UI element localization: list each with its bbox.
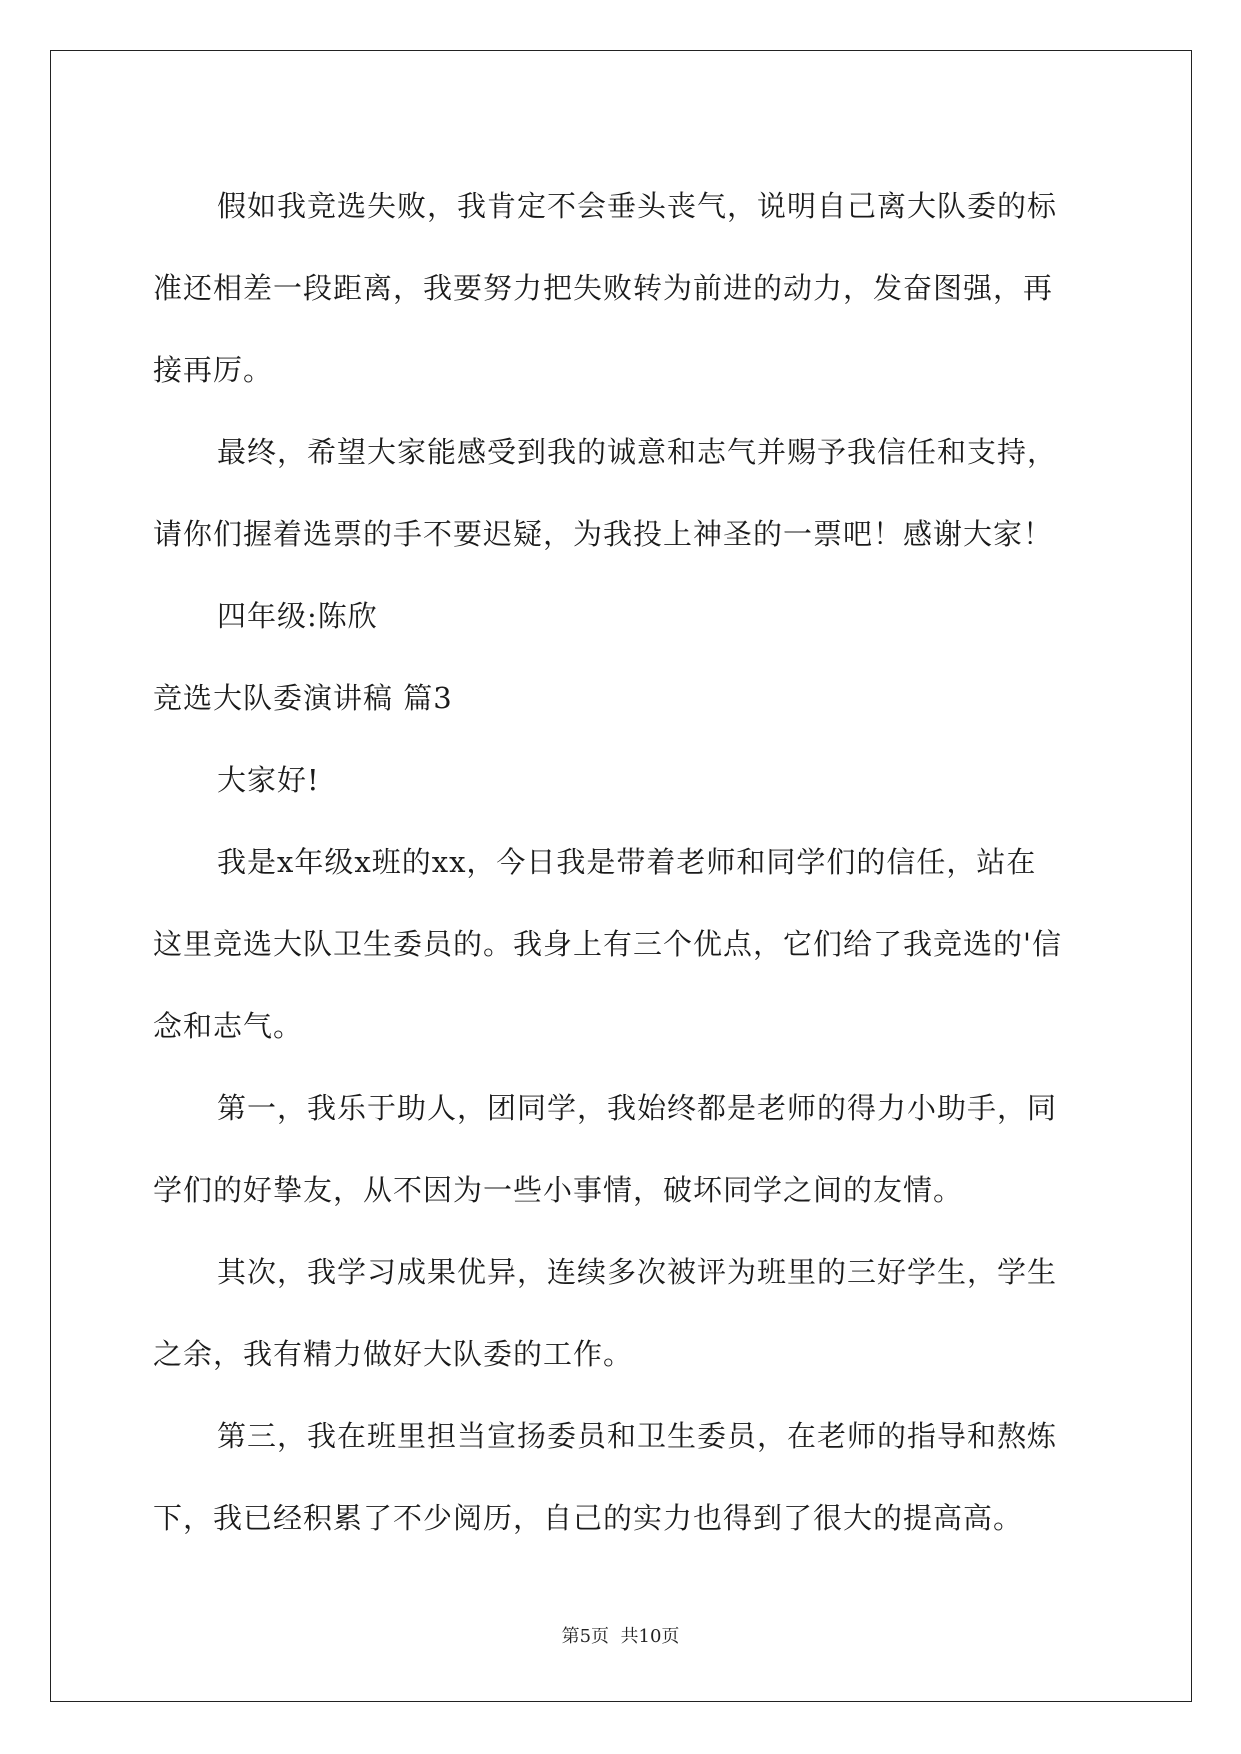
paragraph — [153, 575, 1093, 657]
text-line: 这里竞选大队卫生委员的。我身上有三个优点，它们给了我竞选的'信 — [153, 927, 1062, 961]
text-line: 念和志气。 — [153, 1009, 304, 1043]
paragraph — [153, 1395, 1093, 1559]
section-heading: 竞选大队委演讲稿 篇3 — [153, 681, 453, 715]
text-line: 之余，我有精力做好大队委的工作。 — [153, 1337, 634, 1371]
text-line: 请你们握着选票的手不要迟疑，为我投上神圣的一票吧！感谢大家！ — [153, 517, 1054, 551]
paragraph — [153, 165, 1093, 411]
text-line: 准还相差一段距离，我要努力把失败转为前进的动力，发奋图强，再 — [153, 271, 1054, 305]
paragraph — [153, 1067, 1093, 1231]
paragraph — [153, 821, 1093, 1067]
text-line: 假如我竞选失败，我肯定不会垂头丧气，说明自己离大队委的标 — [217, 189, 1058, 223]
text-line: 我是x年级x班的xx，今日我是带着老师和同学们的信任，站在 — [217, 845, 1037, 879]
text-line: 下，我已经积累了不少阅历，自己的实力也得到了很大的提高高。 — [153, 1501, 1024, 1535]
signature-line: 四年级:陈欣 — [217, 599, 378, 633]
paragraph — [153, 1231, 1093, 1395]
text-line: 其次，我学习成果优异，连续多次被评为班里的三好学生，学生 — [217, 1255, 1058, 1289]
text-line: 接再厉。 — [153, 353, 274, 387]
page-number-footer: 第5页 共10页 — [561, 1626, 680, 1647]
text-line: 学们的好挚友，从不因为一些小事情，破坏同学之间的友情。 — [153, 1173, 964, 1207]
text-line: 第三，我在班里担当宣扬委员和卫生委员，在老师的指导和熬炼 — [217, 1419, 1058, 1453]
document-body — [153, 165, 1093, 1559]
greeting-line: 大家好! — [217, 763, 320, 797]
text-line: 最终，希望大家能感受到我的诚意和志气并赐予我信任和支持， — [217, 435, 1058, 469]
paragraph — [153, 739, 1093, 821]
text-line: 第一，我乐于助人，团同学，我始终都是老师的得力小助手，同 — [217, 1091, 1058, 1125]
paragraph — [153, 411, 1093, 575]
